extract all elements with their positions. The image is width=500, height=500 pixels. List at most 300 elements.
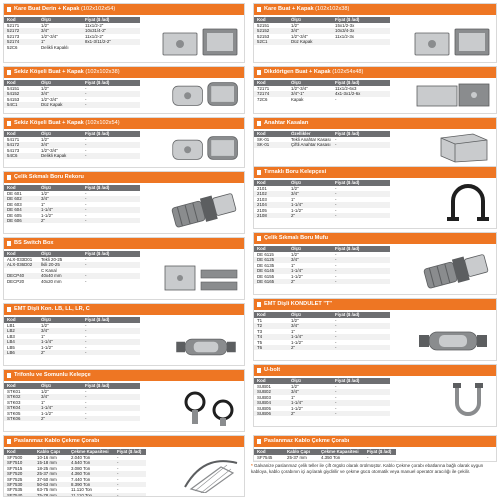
table-cell: 3/4": [288, 323, 332, 328]
product-photo: [413, 325, 493, 357]
table-cell: [254, 460, 284, 462]
column-header: Ölçü: [288, 246, 332, 252]
table-cell: -: [82, 153, 140, 158]
table-cell: 1": [38, 39, 82, 44]
table-cell: DE 601: [7, 191, 22, 197]
table-cell: -: [85, 201, 87, 207]
table-cell: -: [82, 102, 140, 107]
table-cell: STK05: [7, 410, 21, 416]
footnote: [251, 463, 497, 475]
table-cell: Düz Kapak: [288, 39, 332, 44]
price-table: [254, 312, 390, 350]
product-section: [3, 369, 245, 432]
table-cell: [82, 45, 140, 50]
table-row: [4, 416, 140, 421]
table-cell: DE 606: [4, 218, 38, 223]
column-header: Özellikler: [288, 131, 332, 137]
column-header: Fiyat ($ /ad): [82, 17, 140, 23]
section-title: [4, 304, 244, 315]
product-section: [253, 66, 497, 114]
table-cell: Delikli Kapak: [38, 153, 82, 158]
table-cell: LB2: [4, 328, 38, 333]
table-cell: 1/2"-3/4": [291, 86, 308, 92]
column-header: Ölçü: [38, 383, 82, 389]
price-table: [254, 180, 390, 218]
table-cell: SF7510: [4, 460, 34, 465]
table-cell: 1": [291, 262, 296, 268]
table-cell: DE 6115: [257, 252, 274, 258]
table-cell: 40x40 mm: [38, 273, 82, 278]
table-cell: 1/2": [291, 186, 299, 192]
table-cell: [318, 460, 364, 462]
product-section: [3, 117, 245, 168]
table-cell: 11.110 Ton: [71, 487, 92, 493]
table-cell: -: [82, 142, 140, 147]
table-cell: [332, 39, 390, 44]
table-cell: SUB05: [257, 405, 271, 411]
table-cell: 4.360 Ton: [68, 471, 114, 476]
table-cell: 3/4": [38, 142, 82, 147]
section-title: [4, 4, 244, 15]
table-cell: 11.110 Ton: [68, 493, 114, 497]
table-cell: 1-1/4": [288, 268, 332, 273]
table-cell: -: [82, 262, 140, 267]
column-header: Ölçü: [38, 185, 82, 191]
table-cell: 11x1/2-6x3: [335, 86, 357, 92]
column-header: Ölçü: [288, 180, 332, 186]
column-header: Kod: [4, 131, 38, 137]
table-cell: 1-1/2": [41, 212, 53, 218]
table-cell: 2": [288, 345, 332, 350]
section-title: [4, 370, 244, 381]
table-cell: 1-1/2": [291, 207, 303, 213]
table-cell: LB6: [4, 350, 38, 355]
product-section: [253, 435, 497, 462]
column-header: Fiyat ($ /ad): [364, 449, 396, 455]
column-header: Ölçü: [288, 80, 332, 86]
column-header: Fiyat ($ /ad): [332, 180, 390, 186]
table-cell: [284, 460, 318, 462]
product-photo: [177, 388, 241, 428]
table-cell: -: [332, 323, 390, 328]
table-cell: SUB03: [257, 394, 271, 400]
product-photo: [443, 181, 493, 225]
table-cell: Çiftli Anahtar Kasası: [288, 142, 332, 147]
table-cell: -: [332, 279, 390, 284]
table-cell: -: [85, 257, 87, 263]
section-title-text: Anahtar Kasaları: [264, 120, 309, 126]
table-cell: -: [85, 323, 87, 329]
table-cell: -: [335, 318, 337, 324]
column-header: Kod: [4, 80, 38, 86]
table-cell: DE 6135: [257, 262, 275, 268]
product-photo: [161, 25, 241, 59]
table-cell: 4.350 Ton: [321, 455, 341, 461]
product-section: [3, 237, 245, 300]
section-subtitle: (102x102x54): [81, 6, 116, 12]
table-cell: 1": [41, 333, 46, 339]
table-cell: 1/2"-3/4": [41, 33, 58, 39]
table-cell: -: [85, 86, 87, 92]
section-title-text: Kare Buat + Kapak: [264, 6, 314, 12]
section-title-text: Kare Buat Derin + Kapak: [14, 6, 80, 12]
table-cell: -: [335, 262, 337, 268]
table-cell: 2.040 Ton: [71, 455, 91, 461]
table-cell: 2": [38, 218, 82, 223]
table-row: [4, 350, 140, 355]
product-section: [3, 3, 245, 63]
column-header: Fiyat ($ /ad): [82, 80, 140, 86]
table-cell: 52172: [4, 28, 38, 33]
table-cell: 52153: [257, 33, 270, 39]
table-cell: STK04: [4, 405, 38, 410]
table-cell: LB3: [7, 333, 15, 339]
table-cell: 54172: [4, 142, 38, 147]
price-table: [254, 378, 390, 416]
table-cell: -: [82, 91, 140, 96]
column-header: Fiyat ($ /ad): [332, 378, 390, 384]
column-header: Fiyat ($ /ad): [82, 251, 140, 257]
section-subtitle: (102x54x48): [332, 69, 364, 75]
column-header: Kod: [254, 378, 288, 384]
table-cell: 1/2": [41, 191, 49, 197]
table-cell: 3/4": [288, 191, 332, 196]
table-cell: SUB06: [254, 411, 288, 416]
table-cell: DECP40: [4, 273, 38, 278]
column-header: Fiyat ($ /ad): [82, 185, 140, 191]
section-title: [4, 172, 244, 183]
table-cell: 1/2": [41, 323, 49, 329]
table-cell: -: [332, 268, 390, 273]
column-header: Kod: [254, 180, 288, 186]
column-header: Fiyat ($ /ad): [332, 131, 390, 137]
table-cell: -: [117, 476, 119, 482]
table-cell: 3/4": [38, 28, 82, 33]
product-section: [253, 166, 497, 229]
table-cell: -: [332, 345, 390, 350]
table-cell: 54C6: [4, 153, 38, 158]
table-cell: 3/4": [288, 257, 332, 262]
column-header: Kod: [4, 17, 38, 23]
price-table: [4, 131, 140, 159]
table-cell: 2": [288, 279, 332, 284]
price-table: [4, 185, 140, 223]
table-cell: 1-1/4": [38, 339, 82, 344]
table-row: [254, 97, 390, 102]
table-cell: 1/2": [41, 389, 49, 395]
table-cell: -: [335, 207, 337, 213]
product-photo: [171, 332, 241, 362]
product-photo: [433, 128, 493, 164]
table-cell: 3/4"-1": [288, 91, 332, 96]
table-cell: 54173: [7, 147, 20, 153]
section-subtitle: (102x102x54): [85, 120, 120, 126]
table-cell: -: [367, 455, 369, 461]
section-title-text: Trifonlu ve Somunlu Kelepçe: [14, 372, 91, 378]
section-subtitle: (102x102x38): [315, 6, 350, 12]
table-cell: 25-37 mm: [287, 455, 307, 461]
table-cell: -: [335, 328, 337, 334]
price-table: [4, 80, 140, 108]
table-row: [254, 460, 396, 462]
table-cell: 4x1-3x1/2-6x: [332, 91, 390, 96]
table-cell: -: [114, 471, 146, 476]
table-cell: 54C1: [4, 102, 38, 107]
table-cell: 4.540 Ton: [68, 460, 114, 465]
price-table: [4, 383, 140, 421]
product-section: [3, 171, 245, 234]
table-cell: 10-16 mm: [37, 455, 57, 461]
table-row: [254, 345, 390, 350]
section-title-text: Tırnaklı Boru Kelepçesi: [264, 169, 327, 175]
table-cell: -: [332, 400, 390, 405]
footnote-star: *: [251, 463, 253, 468]
section-title-text: Paslanmaz Kablo Çekme Çorabı: [14, 438, 100, 444]
product-photo: [161, 260, 241, 296]
table-cell: T3: [257, 328, 263, 334]
table-cell: SUB02: [254, 389, 288, 394]
table-cell: SK-01: [257, 137, 270, 143]
column-header: Kod: [4, 251, 38, 257]
column-header: Kod: [4, 383, 38, 389]
table-cell: STK03: [7, 399, 21, 405]
table-cell: 52C1: [254, 39, 288, 44]
table-row: [4, 279, 140, 284]
table-cell: 2104: [254, 202, 288, 207]
table-cell: DE 6145: [254, 268, 288, 273]
section-title-text: Paslanmaz Kablo Çekme Çorabı: [264, 438, 350, 444]
table-cell: -: [332, 389, 390, 394]
table-cell: -: [335, 186, 337, 192]
column-header: Ölçü: [38, 251, 82, 257]
table-cell: 54153: [7, 96, 20, 102]
section-title-text: BS Switch Box: [14, 240, 54, 246]
table-row: [254, 213, 390, 218]
table-cell: 1-1/4": [288, 334, 332, 339]
table-cell: 1/2": [41, 137, 49, 143]
product-section: [253, 3, 497, 63]
product-photo: [181, 453, 241, 493]
table-cell: SUB01: [257, 384, 271, 390]
table-cell: 1": [291, 328, 296, 334]
table-cell: 1/2": [291, 252, 299, 258]
table-row: [254, 142, 390, 147]
table-cell: -: [117, 487, 119, 493]
table-cell: İkili 20-25: [38, 262, 82, 267]
table-cell: 1-1/2": [291, 273, 303, 279]
table-cell: 72174: [254, 91, 288, 96]
table-cell: 52152: [254, 28, 288, 33]
table-cell: LB4: [4, 339, 38, 344]
table-cell: [364, 460, 396, 462]
table-cell: -: [85, 137, 87, 143]
table-cell: DE 604: [4, 207, 38, 212]
table-cell: -: [335, 196, 337, 202]
table-cell: -: [335, 96, 337, 102]
table-cell: -: [85, 278, 87, 284]
table-cell: -: [114, 493, 146, 497]
column-header: Fiyat ($ /ad): [332, 80, 390, 86]
table-cell: -: [82, 416, 140, 421]
column-header: Fiyat ($ /ad): [332, 246, 390, 252]
table-cell: 15x1/2-3x: [335, 23, 355, 29]
table-cell: SF7535: [7, 487, 23, 493]
table-cell: 7.440 Ton: [71, 476, 91, 482]
product-section: [3, 303, 245, 366]
table-cell: 2108: [254, 213, 288, 218]
table-row: [254, 411, 390, 416]
column-header: Kod: [4, 449, 34, 455]
section-title: [254, 365, 496, 376]
table-cell: -: [114, 482, 146, 487]
product-section: [253, 364, 497, 427]
column-header: Ölçü: [38, 317, 82, 323]
table-cell: 10x31/4-2": [82, 28, 140, 33]
table-cell: Kapak: [291, 96, 304, 102]
table-cell: -: [82, 273, 140, 278]
table-cell: 1-1/4": [288, 202, 332, 207]
table-cell: SK-01: [254, 142, 288, 147]
table-cell: 2101: [257, 186, 267, 192]
table-row: [254, 39, 390, 44]
table-cell: 1": [291, 196, 296, 202]
table-cell: 75-78 mm: [34, 493, 68, 497]
footnote-text: Galvanize paslanmaz çelik teller ile çift örgülü olarak örülmüştür. Kablo Çekme çorabı ebatlarına bağlı olarak uygun kabloya, kablo çorabının içi açılarak giydirilir ve çekme gücü otomatik veya manuel operatör aracılığı ile çekilir.: [251, 463, 484, 474]
table-row: [4, 493, 146, 497]
table-cell: 25-37 mm: [34, 471, 68, 476]
table-cell: -: [85, 333, 87, 339]
table-cell: 1/2": [291, 318, 299, 324]
table-cell: -: [335, 405, 337, 411]
table-cell: 3/4": [38, 91, 82, 96]
column-header: Fiyat ($ /ad): [332, 17, 390, 23]
product-section: [253, 298, 497, 361]
column-header: Kod: [254, 246, 288, 252]
column-header: Kod: [254, 449, 284, 455]
column-header: Kablo Çapı: [34, 449, 68, 455]
section-title: [254, 167, 496, 178]
column-header: Ölçü: [38, 80, 82, 86]
section-title-text: Çelik Sıkmalı Boru Mufu: [264, 235, 329, 241]
table-row: [254, 279, 390, 284]
table-cell: 1-1/4": [288, 400, 332, 405]
table-cell: STK01: [7, 389, 21, 395]
table-cell: -: [85, 191, 87, 197]
section-title: [4, 238, 244, 249]
table-cell: T2: [254, 323, 288, 328]
column-header: Ölçü: [38, 17, 82, 23]
table-cell: 10x3/4-3x: [332, 28, 390, 33]
section-title: [254, 4, 496, 15]
table-cell: 54151: [7, 86, 20, 92]
table-cell: 50-63 mm: [34, 482, 68, 487]
table-cell: -: [117, 455, 119, 461]
table-cell: -: [82, 350, 140, 355]
table-cell: -: [85, 147, 87, 153]
table-cell: -: [85, 410, 87, 416]
table-cell: STK02: [4, 394, 38, 399]
column-header: Fiyat ($ /ad): [332, 312, 390, 318]
product-photo: [413, 80, 493, 110]
column-header: Kod: [4, 185, 38, 191]
table-cell: 72171: [257, 86, 270, 92]
table-cell: 52171: [7, 23, 20, 29]
column-header: Kod: [254, 312, 288, 318]
table-cell: 52173: [7, 33, 20, 39]
table-cell: 52151: [257, 23, 270, 29]
table-cell: Delikli Kapaklı: [41, 44, 69, 50]
product-photo: [167, 190, 241, 230]
table-cell: 3.080 Ton: [71, 465, 91, 471]
column-header: Ölçü: [288, 312, 332, 318]
table-cell: DE 602: [4, 196, 38, 201]
table-cell: 3/4": [38, 328, 82, 333]
table-cell: T6: [254, 345, 288, 350]
table-cell: SF7520: [4, 471, 34, 476]
table-cell: 37-50 mm: [37, 476, 57, 482]
column-header: Ölçü: [38, 131, 82, 137]
table-cell: -: [82, 405, 140, 410]
table-cell: 15-18 mm: [34, 460, 68, 465]
product-photo: [443, 379, 493, 423]
price-table: [254, 17, 390, 45]
table-cell: LB1: [7, 323, 15, 329]
table-cell: 2103: [257, 196, 267, 202]
table-cell: -: [335, 384, 337, 390]
table-cell: 1-1/4": [38, 207, 82, 212]
table-cell: 40x20 mm: [41, 278, 62, 284]
table-row: [4, 45, 140, 50]
table-cell: 3/4": [288, 28, 332, 33]
column-header: Fiyat ($ /ad): [114, 449, 146, 455]
table-cell: 1/2": [41, 86, 49, 92]
column-header: Fiyat ($ /ad): [82, 317, 140, 323]
section-title-text: Sekiz Köşeli Buat + Kapak: [14, 69, 84, 75]
table-cell: -: [85, 399, 87, 405]
table-cell: DE 605: [7, 212, 22, 218]
table-cell: -: [332, 213, 390, 218]
table-cell: 1/2"-3/4": [41, 96, 58, 102]
column-header: Fiyat ($ /ad): [82, 131, 140, 137]
table-row: [4, 102, 140, 107]
column-header: Kablo Çapı: [284, 449, 318, 455]
table-cell: 2": [288, 213, 332, 218]
product-photo: [413, 25, 493, 59]
table-cell: 72C6: [257, 96, 268, 102]
table-cell: 63-75 mm: [37, 487, 57, 493]
table-cell: SF7540: [4, 493, 34, 497]
table-cell: 54152: [4, 91, 38, 96]
table-cell: -: [332, 334, 390, 339]
table-row: [4, 218, 140, 223]
section-title-text: U-bolt: [264, 367, 281, 373]
table-cell: 1/2": [41, 23, 49, 29]
table-cell: 1-1/2": [291, 339, 303, 345]
column-header: Çekme Kapasitesi: [318, 449, 364, 455]
table-cell: 8x1-3/11/2-2": [82, 39, 140, 44]
table-cell: 11x1/2-3x: [335, 33, 354, 39]
section-title: [4, 436, 244, 447]
section-title: [254, 233, 496, 244]
table-cell: DE 6165: [254, 279, 288, 284]
table-cell: 1-1/2": [41, 410, 53, 416]
table-cell: 52C6: [7, 44, 18, 50]
table-cell: -: [82, 394, 140, 399]
table-cell: -: [332, 191, 390, 196]
table-cell: ALX-036D02: [4, 262, 38, 267]
table-cell: -: [85, 344, 87, 350]
table-cell: 54171: [7, 137, 20, 143]
